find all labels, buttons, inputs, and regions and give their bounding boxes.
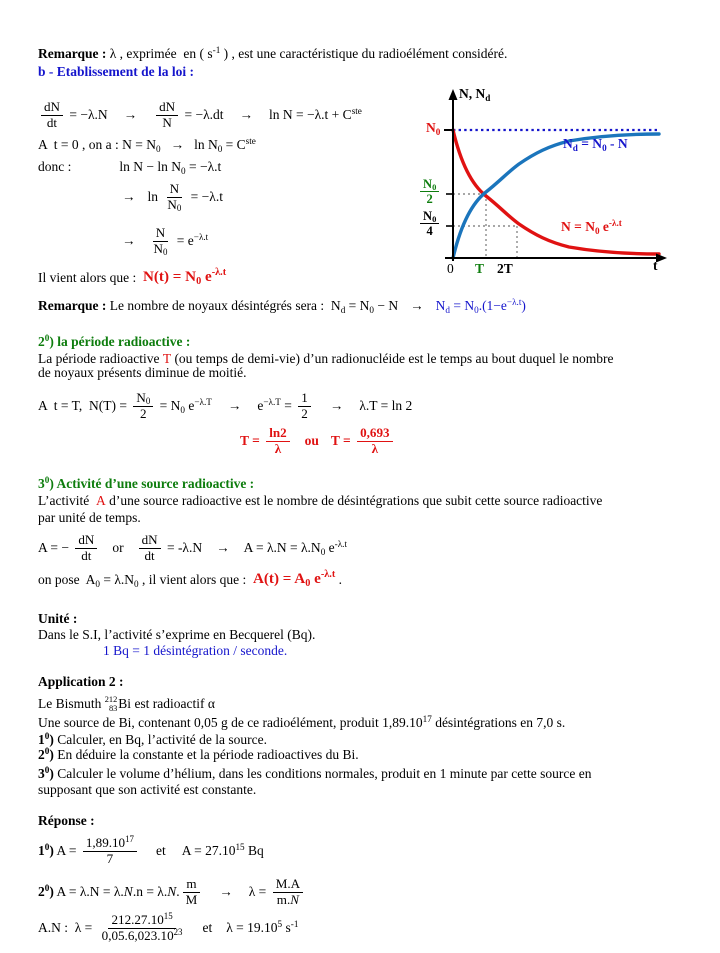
graph-n0-label: N0 (426, 120, 441, 137)
application-heading: Application 2 : (38, 674, 124, 689)
answer-2-line: $2^0$) A = λ.N = λ.N.n = λ.N. $\frac{m}{M}$ → λ = $\frac{M.A}{m.N}$ (38, 870, 306, 914)
section-3-heading: $3^0$) Activité d’une source radioactive : (38, 474, 255, 491)
growth-curve (453, 134, 659, 258)
remark-lambda-line: Remarque : λ , exprimée en ( $s^{-1}$ ) , est une caractéristique du radioélément considéré. (38, 44, 508, 61)
period-def-line-2: de noyaux présents diminue de moitié. (38, 365, 247, 380)
source-description-line: Une source de Bi, contenant 0,05 g de ce radioélément, produit 1,89.10$^{17}$ désintégrations en 7,0 s. (38, 713, 566, 730)
y-axis-arrow (449, 89, 458, 100)
graph-half-label: $\frac{N0}{2}$ (419, 177, 440, 206)
activity-math-line: A = − $\frac{dN}{dt}$ or $\frac{dN}{dt}$ = -λ.N → A = λ.N = λ.N0 $e^{-\lambda.t}$ (38, 531, 347, 563)
graph-t-axis-label: t (653, 258, 658, 273)
decay-law-result-line: Il vient alors que : N(t) = N0 $e^{-\lambda.t}$ (38, 267, 227, 287)
decay-law-line-1: $\frac{dN}{dt}$ = −λ.N → $\frac{dN}{N}$ = −λ.dt → ln N = −λ.t + Cste (38, 95, 362, 135)
graph-T-label: T (475, 261, 485, 276)
bismuth-line: Le Bismuth 212 83 Bi est radioactif α (38, 694, 215, 713)
answer-2-numeric-line: A.N : λ = $\frac{212.27.10^{15}}{0,05.6,023.10^{23}}$ et $\lambda = 19.10^5$ $s^{-1}$ (38, 910, 299, 943)
question-3-line-2: supposant que son activité est constante. (38, 782, 257, 797)
remark-disintegrated-line: Remarque : Le nombre de noyaux désintégrés sera : Nd = N0 − N → $Nd = N0.(1-e^{-\lambda.t})$ (38, 296, 526, 315)
graph-quarter-label: $\frac{N0}{4}$ (419, 209, 440, 238)
decay-law-line-2: A t = 0 , on a : N = N0 → ln N0 = Cste (38, 135, 256, 154)
section-2-heading: $2^0$) la période radioactive : (38, 332, 191, 349)
answer-1-line: $1^0$) A = $\frac{1,89.10^{17}}{7}$ et $A = 27.10^{15}$ Bq (38, 833, 264, 866)
activity-def-line-2: par unité de temps. (38, 510, 141, 525)
period-def-line-1: La période radioactive T (ou temps de demi-vie) d’un radionucléide est le temps au bout duquel le nombre (38, 351, 614, 366)
decay-curve-label: N = N0 $e^{-\lambda.t}$ (561, 217, 622, 236)
graph-origin-label: 0 (447, 261, 454, 276)
graph-2T-label: 2T (497, 261, 513, 276)
question-2: $2^0$) En déduire la constante et la période radioactives du Bi. (38, 745, 359, 762)
unit-heading: Unité : (38, 611, 78, 626)
question-1: $1^0$) Calculer, en Bq, l’activité de la source. (38, 730, 267, 747)
question-3-line-1: $3^0$) Calculer le volume d’hélium, dans les conditions normales, produit en 1 minute par cette source en (38, 764, 592, 781)
decay-graph (413, 85, 675, 297)
period-math-line: A t = T, N(T) = $\frac{N0}{2}$ = N0 $e^{-\lambda.T}$ → $e^{-\lambda.T}$ = $\frac{1}{2}$ → λ.T = ln 2 (38, 389, 413, 421)
graph-y-axis-label: N, Nd (459, 86, 491, 103)
section-b-heading: b - Etablissement de la loi : (38, 64, 195, 79)
decay-law-line-4: → ln $\frac{N}{N0}$ = −λ.t (122, 180, 223, 213)
period-result-formula: T = $\frac{\ln 2}{\lambda}$ ou T = $\frac{0,693}{\lambda}$ (240, 420, 396, 462)
decay-law-line-5: → $\frac{N}{N0}$ = $e^{-\lambda.t}$ (122, 224, 209, 257)
becquerel-definition: 1 Bq = 1 désintégration / seconde. (103, 643, 288, 658)
activity-result-line: on pose A0 = λ.N0 , il vient alors que : A(t) = A0 $e^{-\lambda.t}$ . (38, 569, 343, 589)
unit-body-line: Dans le S.I, l’activité s’exprime en Becquerel (Bq). (38, 627, 316, 642)
answer-heading: Réponse : (38, 813, 95, 828)
growth-curve-label: Nd = N0 - N (563, 136, 628, 153)
activity-def-line-1: L’activité A d’une source radioactive est le nombre de désintégrations que subit cette source radioactive (38, 493, 603, 508)
decay-law-line-3: donc : ln N − ln N0 = −λ.t (38, 159, 222, 176)
